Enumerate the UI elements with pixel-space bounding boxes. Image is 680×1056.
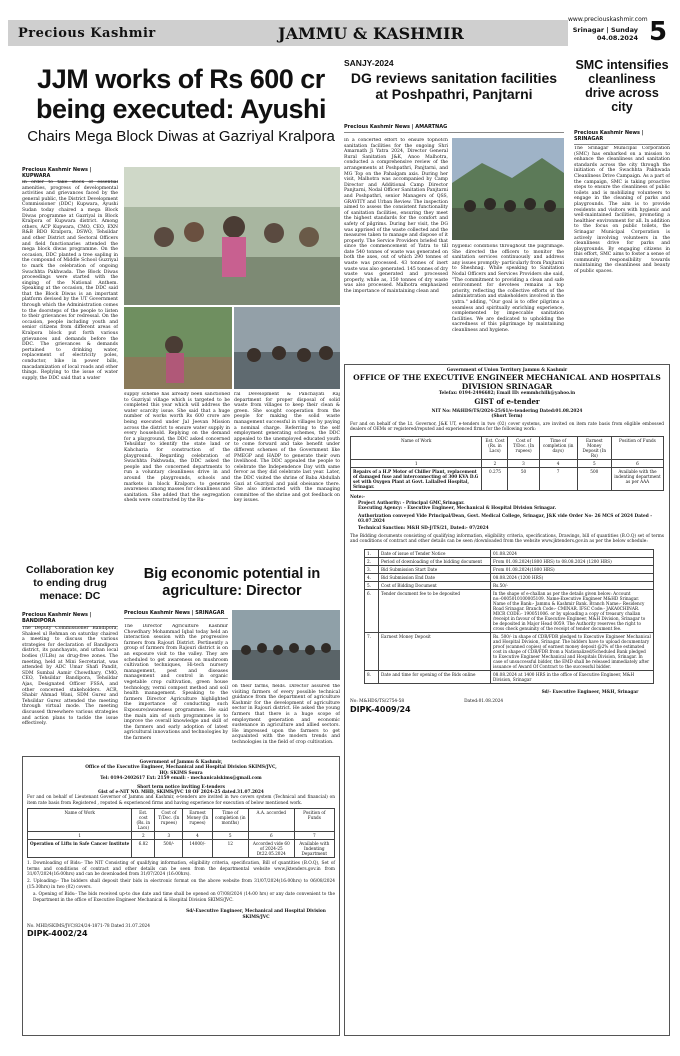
- article-text-col2: supply scheme has already been sanctioned to Guzriyal village which is targeted to be completed this year which will address the water scarcity issue. She said that a huge number of works worth Rs 600 crore are being executed under Jal Jeevan Mission across the district to ensure water supply in every household. Replying on the demand for a playground, the DDC asked concerned Tehsildar to identify the state land or Kahcharia for construction of the playground. Regarding celebration of Swachhta Pakhwada, the DDC asked the people and the concerned departments to run a voluntary cleanliness drive in and around the playgrounds, schools and markets in block Kralpora to generate awareness among masses for cleanliness and sanitation. She added that the segregation sheds were constructed by the Ru-: [124, 392, 230, 504]
- table-cell: 500/-: [155, 840, 183, 858]
- headline: SMC intensifies cleanliness drive across city: [575, 58, 669, 114]
- schedule-row: [365, 557, 654, 565]
- table-cell: 50: [508, 468, 539, 491]
- header-cell: Cost of T/Doc. (In rupees): [508, 437, 539, 460]
- schedule-cell: 3.: [365, 565, 379, 573]
- headline: DG reviews sanitation facilities at Poshpathri, Panjtarni: [350, 70, 558, 102]
- schedule-row: [365, 670, 654, 683]
- ad-office: OFFICE OF THE EXECUTIVE ENGINEER MECHANICAL AND HOSPITALS DIVISION SRINAGAR: [353, 373, 661, 392]
- table-row: [28, 840, 335, 858]
- schedule-row: [365, 573, 654, 581]
- header-cell: Earnest Money Deposit (In Rs): [577, 437, 611, 460]
- tender-ad-skims: [22, 756, 340, 1036]
- table-cell: 2: [482, 460, 508, 468]
- ad-gov: Government of Union Territory Jammu & Kashmir: [446, 368, 568, 373]
- ad-signature: Sd/-Executive Engineer, Mechanical and Hospital Division SKIMS/JVC: [186, 909, 326, 920]
- ad-note: Authorization conveyed Vide Principal/Dean, Govt. Medical College, Srinagar, J&K vide Order No- 26 MCS of 2024 Dated - 03.07.2024: [358, 513, 653, 525]
- schedule-cell: Date and time for opening of the Bids online: [379, 670, 491, 683]
- schedule-cell: 08.08.2024 (1200 HRS): [491, 573, 654, 581]
- photo-image: [234, 307, 340, 389]
- header-cell: Position of Funds: [294, 809, 334, 832]
- ad-contact: Telefax: 0194-2496682; Email ID: eemmhchilk@yahoo.in: [438, 391, 576, 397]
- ad-short-term: (Short Term): [491, 414, 523, 420]
- ad-reference-no: No. MHD/SKIMS/JVC/824/24-1871-78 Dated 31.07.2024: [27, 923, 151, 929]
- article-text: The Deputy Commissioner Bandipora, Shakeel ul Rehman on saturday chaired a meeting to discuss the various strategies for declaration of Bandipora district, its panchayats, and urban local bodies (ULBs) as drug-free zones. The meeting, held at Mini Secretariat, was attended by ADC Umar Shafi Pandit, SDM Sumbal Aamir Chowdhary, CMO, CEO, Tehsildar Bandipora, Tehsildar Ajas, Designated Officer FSSA, and other concerned stakeholders. ACR, Shabir Ahmad Wani, SDM Gurez and Tehsildar Gurez attended the meeting through virtual mode. The meeting discussed threewhere various strategies and action plans to tackle the issue effectively.: [22, 626, 118, 727]
- ad-nit: NIT No: M&HDS/TS/2024-25/61/e-tendering Dated:01.08.2024: [431, 408, 583, 414]
- article-text-col1: In order to take stock of essential amenities, progress of developmental activities and grievances faced by the general public, the District Development Commissioner (DDC) Kupwara, Ayushi Sudan today chaired a mega Block Diwas programme at Gazriyal in Block Kralpora of Kupwara district. Among others, ACP Kupwara, CMO, CEO, EXN R&B BDO Kralpora, DSWO, Tehsildar and other District and Sectoral Officers and field functionaries attended the mega block diwas programme. On the occasion, DDC planted a tree sapling in the compound of Middle School Guzriyal to mark the celebration of ongoing Swachhta Pakhwada. The Block Diwas proceedings were started with the singing of the National Anthem. Speaking at the occasion, the DDC said that the Block Diwas is an important platform devised by the UT Government through which the Administration comes to the doorsteps of the people to listen to their grievances for redressal. On the occasion, people including youth and senior citizens from different areas of Kralpora block put forth various grievances and demands before the DDC. The grievances & demands pertained to drinking water, replacement of electricity poles, conductor, bike in power bills, macadamization of local roads and other things. Replying to the issue of water supply, the DDC said that a water: [22, 180, 118, 381]
- schedule-cell: In the shape of e-challan as per the details given below: Account no:-0005010100005109. Name-Executive Engineer M&HD Srinagar. Name of the Bank:- Jammu & Kashmir Bank. Branch Name:- Residency Road Srinagar. Branch Code:- CMINAR. IFSC Code:- JAKA0CHINAR. MICR CODE:- 190051006. or by uploading a copy of treasury challan /receipt in favour of the Executive Engineer, M&H Division, Srinagar to be deposited in Major Head 0059. The Authority reserves the right to cross check genuinity of the receipt of tender document fee.: [491, 589, 654, 632]
- schedule-cell: Date of issue of Tender Notice: [379, 549, 491, 557]
- article-smc: [574, 58, 670, 114]
- ad-signature: Sd/- Executive Engineer, M&H, Srinagar: [541, 689, 639, 695]
- byline: Precious Kashmir News | AMARTNAG: [344, 124, 564, 133]
- tender-table: [350, 436, 664, 491]
- byline: Precious Kashmir News | KUPWARA: [22, 167, 118, 182]
- table-cell: 1: [28, 832, 132, 840]
- headline: Collaboration key to ending drug menace: DC: [25, 564, 115, 602]
- header-cell: Earnest Money (In rupees): [183, 809, 212, 832]
- table-cell: 0.275: [482, 468, 508, 491]
- table-cell: 3: [155, 832, 183, 840]
- schedule-cell: From 01.08.2024(1800 HRS): [491, 565, 654, 573]
- article-text: The Srinagar Municipal Corporation (SMC) has embarked on a mission to enhance the cleanliness and sanitation standards across the city through the initiation of the Swachhta Pakhwada Cleanliness Drive Campaign. As a part of the campaign, SMC is taking proactive steps to ensure the cleanliness of public toilets and is mobilizing volunteers to engage in the cleaning of parks and playgrounds. The aim is to provide residents and visitors with hygienic and well-maintained facilities, promoting a healthier environment for all. In addition to the focus on public toilets, the Srinagar Municipal Corporation is actively involving volunteers in the cleanliness drive for parks and playgrounds. By engaging citizens in this effort, SMC aims to foster a sense of community responsibility towards maintaining the cleanliness and beauty of public spaces.: [574, 146, 670, 275]
- schedule-cell: 7.: [365, 632, 379, 670]
- schedule-row: [365, 565, 654, 573]
- header-cell: Time of completion (in months): [212, 809, 249, 832]
- ad-intro: For and on behalf of the Lt. Governor, J&K UT, e-tenders in two (02) cover systems, are invited on item rate basis from eligible embossed dealers of OEMs or registered/reputed and experienced firms for the following work:: [350, 421, 664, 433]
- ad-dated: Dated:01.08.2024: [464, 699, 504, 705]
- schedule-cell: 5.: [365, 581, 379, 589]
- ad-note: a. Opening of Bids:- The bids received up-to due date and time shall be opened on 07/08/2024 (14:00 hrs) or any date convenient to the Department in the office of Executive Engineer Mechanical & Hospital Division SKIMS/JVC.: [33, 892, 335, 903]
- header-cell: Position of Funds: [611, 437, 663, 460]
- schedule-cell: 1.: [365, 549, 379, 557]
- website: www.preciouskashmir.com: [568, 16, 648, 23]
- ad-note: 1. Downloading of Bids:- The NIT Consisting of qualifying information, eligibility criteria, specification, Bill of quantities (B.O.Q), Set of terms and conditions of contract and other details can be seen from the departmental website www.jktenders.gov.in from 31/07/2024(16:00hrs) and can be downloaded from 31/07/2024 (16:00hrs).: [27, 861, 335, 878]
- byline: Precious Kashmir News | BANDIPORA: [22, 612, 118, 627]
- headline: JJM works of Rs 600 cr being executed: Ayushi: [35, 64, 327, 124]
- article-text-col2: on their farms, fields. Director assured the visiting farmers of every possible technical guidance from the department of agriculture Kashmir for the development of agriculture sector in Rajouri district. He asked the young farmers that there is a huge scope of employment generation and economic sustenance in agriculture and allied sectors. He impressed upon the farmers to get acquainted with the modern trends and technologies in the field of crop cultivation.: [232, 684, 340, 745]
- table-number-row: [28, 832, 335, 840]
- article-agriculture: [124, 566, 340, 600]
- schedule-cell: Tender document fee to be deposited: [379, 589, 491, 632]
- table-cell: 6: [611, 460, 663, 468]
- kicker: SANJY-2024: [344, 58, 394, 68]
- table-cell: 6: [249, 832, 295, 840]
- byline: Precious Kashmir News | SRINAGAR: [124, 610, 228, 619]
- ad-reference-no: No: M&HDS/TS/2754-58: [350, 699, 405, 705]
- header-cell: Time of completion (in days): [539, 437, 577, 460]
- schedule-cell: Period of downloading of the bidding document: [379, 557, 491, 565]
- header-cell: Name of Work: [351, 437, 482, 460]
- table-cell: 6.82: [132, 840, 155, 858]
- table-cell: 5: [212, 832, 249, 840]
- header-cell: A.A. accorded: [249, 809, 295, 832]
- table-cell: 4: [539, 460, 577, 468]
- photo-image: [452, 138, 564, 240]
- schedule-cell: Bid Submission Start Date: [379, 565, 491, 573]
- article-jjm: [22, 64, 340, 146]
- schedule-cell: Bid Submission End Date: [379, 573, 491, 581]
- table-cell: 3: [508, 460, 539, 468]
- table-cell: Repairs of a H.P Motor of Chiller Plant, replacement of damaged fuse and interconnecting of 300 KVA D.G set with Oxygen Plant at Govt. LallaDed Hospital, Srinagar.: [351, 468, 482, 491]
- table-cell: 500: [577, 468, 611, 491]
- table-row: [351, 468, 664, 491]
- table-cell: Operation of Lifts in Safe Cancer Institute: [28, 840, 132, 858]
- ad-note: 2. Uploading:- The bidders shall deposit their bids in electronic format on the above website from 31/07/2024(16:00hrs) to 06/08/2024 (15:30hrs) in two (02) covers.: [27, 879, 335, 890]
- ad-note-heading: Note:-: [350, 495, 365, 501]
- ad-code: DIPK-4009/24: [350, 704, 411, 714]
- table-cell: 14000/-: [183, 840, 212, 858]
- subheadline: Chairs Mega Block Diwas at Gazriyal Kralpora: [27, 128, 335, 145]
- ad-hq: HQ: SKIMS Soura: [159, 770, 203, 776]
- news-photo-gathering: [234, 307, 340, 389]
- news-photo-dg-visit: [452, 138, 564, 240]
- dateline-date: 04.08.2024: [596, 34, 638, 42]
- table-cell: Accorded vide 60 of 2024-25 Dt22.05.2024: [249, 840, 295, 858]
- schedule-cell: Rs. 500/- in shape of CDR/FDR pledged to Executive Engineer Mechanical and Hospital Division, Srinagar. The bidders have to upload documentary proof (scanned copies) of earnest money deposit @2% of the estimated cost in shape of CDR/FDR from a Nationalized/Scheduled Bank pledged to Executive Engineer Mechanical and Hospitals Division, Srinagar. In case of unsuccessful bidder, the EMD shall be released immediately after issuance of Award Of Contract to the successful bidder.: [491, 632, 654, 670]
- ad-gist: GIST of e-tender: [474, 396, 540, 406]
- article-drug: [22, 564, 118, 603]
- schedule-row: [365, 581, 654, 589]
- header-cell: Name of Work: [28, 809, 132, 832]
- dateline: [568, 26, 638, 42]
- news-photo-block-diwas: [124, 167, 340, 305]
- ad-code: DIPK-4002/24: [27, 929, 88, 939]
- news-photo-tree-planting: [124, 307, 232, 389]
- schedule-row: [365, 589, 654, 632]
- photo-image: [124, 307, 232, 389]
- photo-image: [232, 610, 340, 680]
- ad-title: Short term notice inviting E-tenders: [137, 784, 225, 790]
- schedule-cell: 08.08.2024 at 1400 HRS in the office of Executive Engineer, M&H Division, Srinagar: [491, 670, 654, 683]
- ad-note: Project Authority: - Principal GMC,Srinagar.: [358, 500, 465, 506]
- article-text-col1: In a concerted effort to ensure topnotch sanitation facilities for the ongoing Shri Amarnath Ji Yatra 2024, Director General Rural Sanitation J&K, Anoo Malhotra, conducted a comprehensive review of the arrangements at Poshpathri, Panjtarni, and MG Top on the Pahalgam axis. During her visit, Malhotra was accompanied by Camp Director and Additional Camp Director Panjtarni, Nodal Officer Sanitation Panjtarni and Poshpathri, senior Managers of QSS, GRAVITY and Urban Review. The inspection aimed to assess the consistent functionality of sanitation facilities, ensuring they meet the highest standards for the comfort and safety of pilgrims. During her visit, the DG was apprised of the waste collected and the measures taken to manage and dispose of it properly. The Service Providers briefed that since the commencement of Yatra to till date 540 tonnes of waste was generated on both the axes, out of which 290 tonnes of waste was processed. 43 tonnes of inert waste was also generated. 145 tonnes of dry waste was generated and processed properly, while as, 150 tonnes of dry waste was also processed. Malhotra emphasized the importance of maintaining clean and: [344, 138, 448, 295]
- photo-image: [124, 167, 340, 305]
- dateline-day: Srinagar | Sunday: [572, 26, 638, 34]
- page-number: 5: [648, 17, 668, 47]
- header-cell: Cost of T/Doc. (In rupees): [155, 809, 183, 832]
- table-header-row: [351, 437, 664, 460]
- article-text-col3: ral Development & Panchayati Raj department for proper disposal of solid waste from villages to keep their clean & green. She sought cooperation from the people for making the solid waste management successful in villages by paying a nominal charge. Referring to the self employment generating schemes, the DDC appealed to the unemployed educated youth to come forward and take benefit under different schemes of the Government like PMEGP and HADP to generate their own livelihood. The DDC appealed the people to celebrate the Independence Day with same fervor as they did celebrate last year. Later, the DDC visited the shrine of Baba Abdullah Gazi at Guzriyal and paid obeisance there. She also interacted with the managing committee of the shrine and got feedback on key issues.: [234, 392, 340, 504]
- schedule-cell: 8.: [365, 670, 379, 683]
- schedule-cell: 2.: [365, 557, 379, 565]
- table-cell: 1: [351, 460, 482, 468]
- headline: Big economic potential in agriculture: Director: [143, 566, 321, 599]
- table-cell: 2: [132, 832, 155, 840]
- ad-nit: Gist of e-NIT NO. MHD, SKIMS/JVC 18 OF 2024-25 dated.31.07.2024: [98, 790, 264, 796]
- tender-ad-mhd-srinagar: [344, 364, 670, 1036]
- schedule-cell: Earnest Money Deposit: [379, 632, 491, 670]
- news-photo-farmers: [232, 610, 340, 680]
- ad-gov: Government of Jammu & Kashmir,: [139, 760, 223, 765]
- schedule-cell: 01.08.2024: [491, 549, 654, 557]
- header-cell: Est. cost (Rs. in Lacs): [132, 809, 155, 832]
- article-sanitation: [344, 58, 564, 102]
- schedule-row: [365, 549, 654, 557]
- schedule-row: [365, 632, 654, 670]
- table-cell: Available with Indenting Department: [294, 840, 334, 858]
- table-cell: 7: [539, 468, 577, 491]
- schedule-table: [364, 549, 654, 684]
- schedule-cell: Cost of Bidding Document: [379, 581, 491, 589]
- schedule-cell: From 01.08.2024(1800 HRS) to 08.08.2024 (1200 HRS): [491, 557, 654, 565]
- masthead: [8, 14, 672, 52]
- table-number-row: [351, 460, 664, 468]
- ad-note: Technical Sanction: M&H SD-J/TS/21, Dated:- 07/2024: [358, 526, 489, 532]
- header-cell: Est. Cost (Rs. in Lacs): [482, 437, 508, 460]
- brand-name: Precious Kashmir: [18, 26, 156, 41]
- ad-office: Office of the Executive Engineer, Mechanical and Hospital Division SKIMS/JVC,: [85, 765, 277, 771]
- ad-note: The Bidding documents consisting of qualifying information, eligibility criteria, specifications, Drawings, bill of quantities (B.O.Q) set of terms and conditions of contract and other details can be seen /downloaded from the website www.jktenders.gov.in as per the below schedule:: [350, 533, 664, 545]
- table-cell: 5: [577, 460, 611, 468]
- article-text-col1: The Director Agriculture Kashmir Chowdhary Mohammad Iqbal today held an interaction session with the progressive farmers from Rajouri District. Pertinently a group of farmers from Rajouri district is on an exposure visit to the valley. They are scheduled to get awareness on mushroom cultivation techniques, Hi-tech nursery management, pest and diseases management and control in organic vegetable crop cultivation, green house technology, vermi compost method and soil health management. Speaking to the farmers Director Agriculture highlighted the importance of conducting such Exposure/awareness programmes. He said the main aim of such programmes is to improve the overall knowledge and skill of the farmers and early adoption of latest agricultural innovations and technologies by the farmers: [124, 624, 228, 741]
- ad-note: Executing Agency: - Executive Engineer, Mechanical & Hospital Division Srinagar.: [358, 506, 557, 512]
- byline: Precious Kashmir News | SRINAGAR: [574, 130, 670, 145]
- schedule-cell: Rs.50/-: [491, 581, 654, 589]
- tender-table: [27, 808, 335, 858]
- schedule-cell: 4.: [365, 573, 379, 581]
- schedule-cell: 6.: [365, 589, 379, 632]
- ad-intro: For and on behalf of Lieutenant Governor of Jammu and Kashmir, e-tenders are invited in two covers system (Technical and financial) on item rate basis from Registered , reputed & experienced firms and having experience for execution of below mentioned work.: [27, 795, 335, 806]
- table-cell: 4: [183, 832, 212, 840]
- ad-telephone: Tel: 0194-2402617 Ext: 2159 email: - mechanicalskims@gmail.com: [100, 776, 262, 782]
- section-title: JAMMU & KASHMIR: [278, 24, 464, 43]
- table-header-row: [28, 809, 335, 832]
- table-cell: 7: [294, 832, 334, 840]
- table-cell: Available with the indenting department as per AAA: [611, 468, 663, 491]
- article-text-col2: hygienic conditions throughout the pilgrimage. She directed the officers to monitor the sanitation services continuously and address any issues promptly- particularly from Panjtarni to Sheshnag. While speaking to Sanitation Nodal Officers and Services Providers she said, "The commitment to providing a clean and safe environment for devotees remains a top priority, reflecting the collective efforts of the administration and stakeholders involved in the yatra." adding, "Our goal is to offer pilgrims a seamless and spiritually enriching experience, complemented by impeccable sanitation facilities. We are dedicated to upholding the sacredness of this pilgrimage by maintaining cleanliness and hygiene.: [452, 244, 564, 333]
- table-cell: 12: [212, 840, 249, 858]
